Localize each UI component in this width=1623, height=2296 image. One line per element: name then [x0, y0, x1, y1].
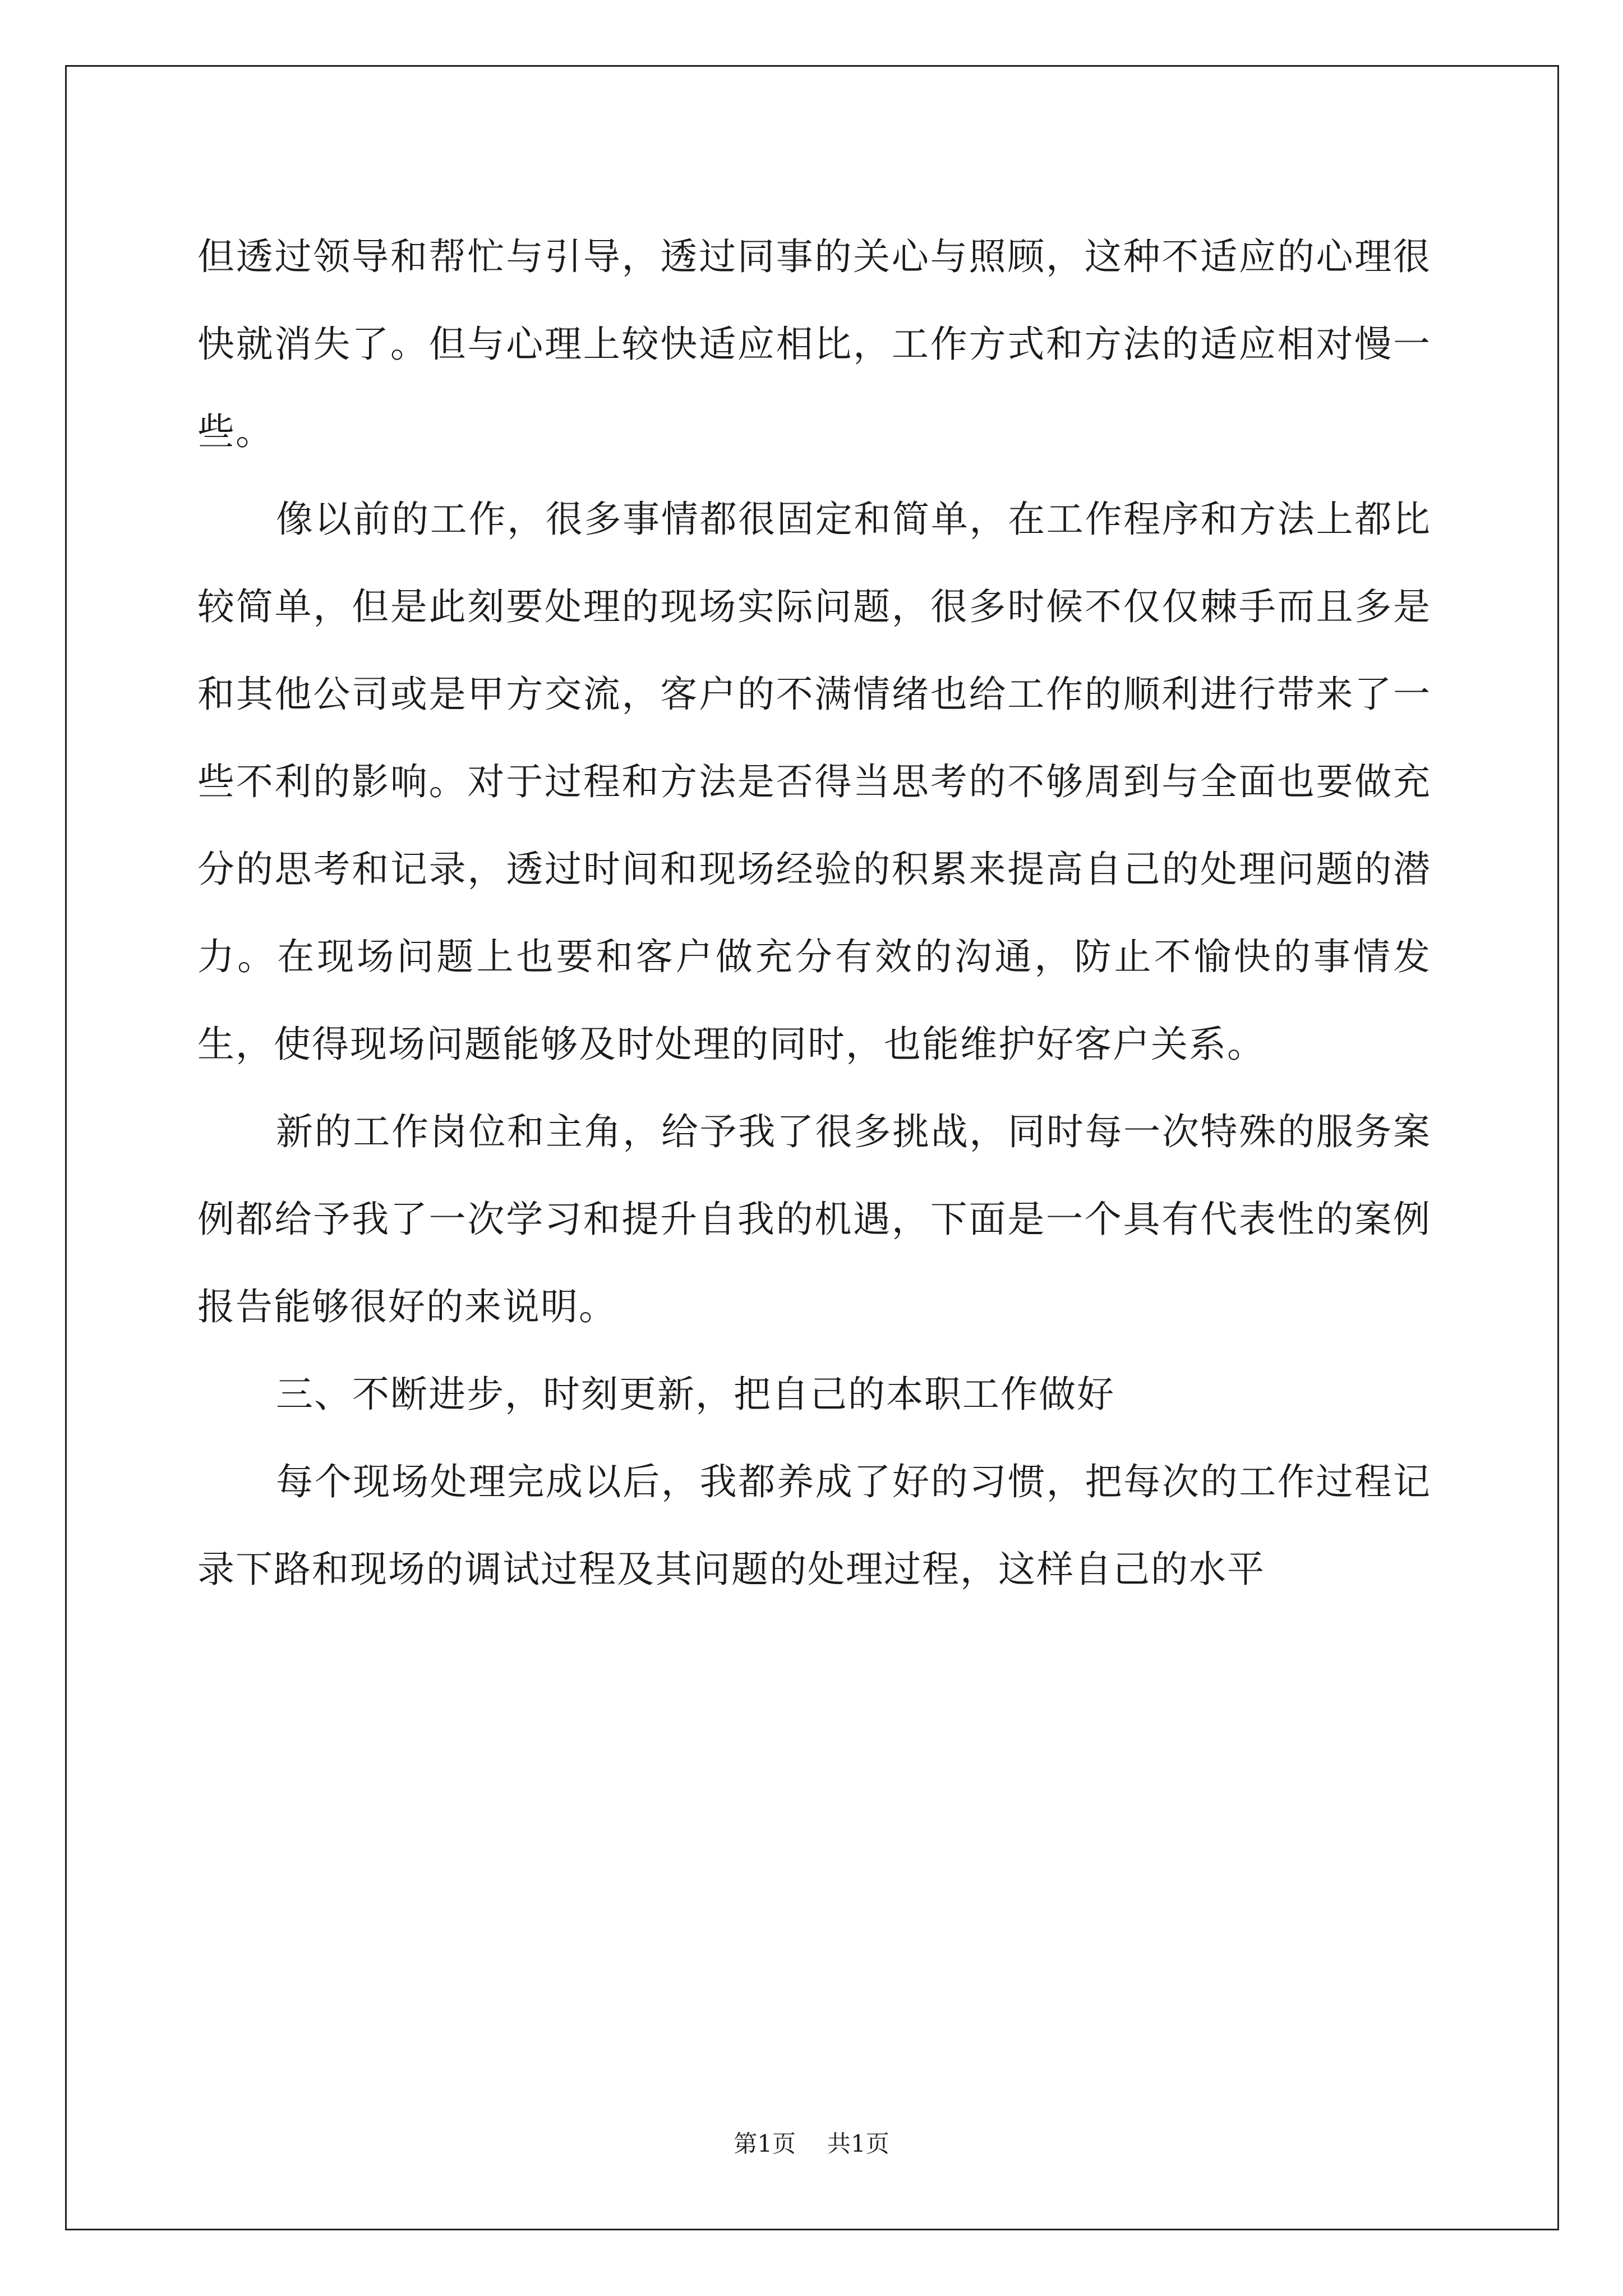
page-number-current: 第1页 — [734, 2130, 796, 2157]
page-number-total: 共1页 — [827, 2130, 889, 2157]
paragraph: 每个现场处理完成以后，我都养成了好的习惯，把每次的工作过程记录下路和现场的调试过程及其问题的处理过程，这样自己的水平 — [197, 1460, 1431, 1591]
paragraph: 新的工作岗位和主角，给予我了很多挑战，同时每一次特殊的服务案例都给予我了一次学习和提升自我的机遇，下面是一个具有代表性的案例报告能够很好的来说明。 — [197, 1110, 1431, 1328]
paragraph: 但透过领导和帮忙与引导，透过同事的关心与照顾，这种不适应的心理很快就消失了。但与心理上较快适应相比，工作方式和方法的适应相对慢一些。 — [197, 235, 1431, 453]
section-heading: 三、不断进步，时刻更新，把自己的本职工作做好 — [276, 1373, 1115, 1416]
paragraph: 像以前的工作，很多事情都很固定和简单，在工作程序和方法上都比较简单，但是此刻要处理的现场实际问题，很多时候不仅仅棘手而且多是和其他公司或是甲方交流，客户的不满情绪也给工作的顺利进行带来了一些不利的影响。对于过程和方法是否得当思考的不够周到与全面也要做充分的思考和记录，透过时间和现场经验的积累来提高自己的处理问题的潜力。在现场问题上也要和客户做充分有效的沟通，防止不愉快的事情发生，使得现场问题能够及时处理的同时，也能维护好客户关系。 — [197, 498, 1431, 1066]
document-body — [197, 213, 1431, 1613]
page-footer — [0, 2127, 1623, 2161]
